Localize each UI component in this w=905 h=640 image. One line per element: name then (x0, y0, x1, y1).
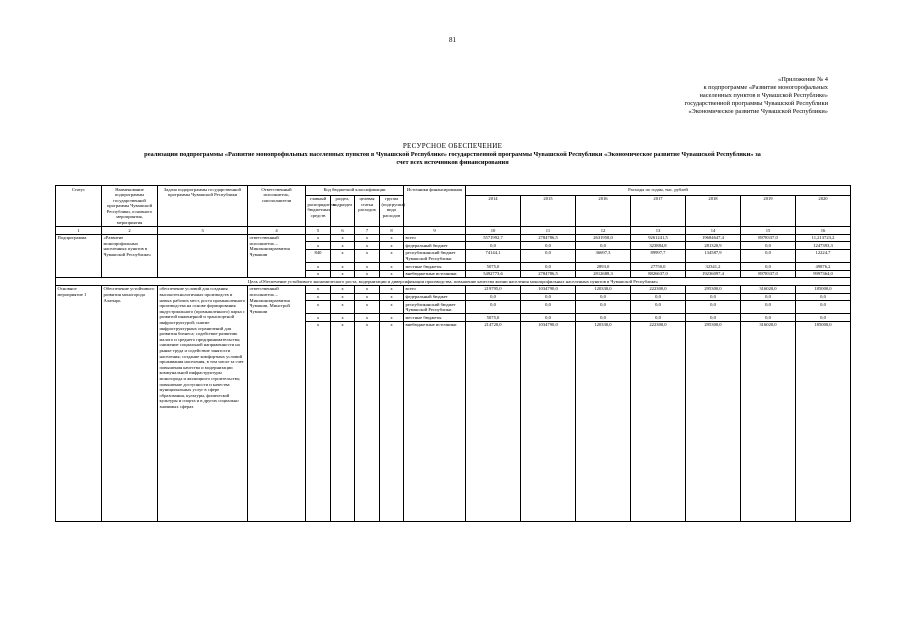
cell-code: x (306, 270, 331, 278)
col-task: Задача подпрограммы государственной программы Чувашской Республики (158, 186, 248, 227)
cell-value: 0,0 (576, 242, 631, 250)
cell-value: 49876,2 (796, 263, 851, 271)
appendix-line: «Приложение № 4 (778, 76, 828, 83)
cell-value: 0,0 (466, 293, 521, 301)
header-row (56, 186, 851, 196)
cell-value: 2784786,5 (521, 270, 576, 278)
table-row (56, 234, 851, 242)
cell-source: всего (404, 285, 466, 293)
cell-source: федеральный бюджет (404, 242, 466, 250)
cell-value: 27750,0 (631, 263, 686, 271)
cell-value: 0,0 (741, 293, 796, 301)
cell-value: 5075,0 (466, 314, 521, 322)
cell-code: x (355, 293, 380, 301)
cell-value: 74144,1 (466, 249, 521, 262)
cell-value: 0,0 (521, 314, 576, 322)
cell-value: 0,0 (686, 293, 741, 301)
col-year: 2015 (521, 195, 576, 226)
column-number: 7 (355, 227, 380, 235)
cell-code: x (331, 234, 355, 242)
cell-code: x (331, 242, 355, 250)
cell-value: 2631958,0 (576, 234, 631, 242)
cell-value: 36697,3 (576, 249, 631, 262)
subprogram-block (56, 234, 851, 278)
cell-code: x (380, 321, 404, 521)
cell-value: 2812688,3 (576, 270, 631, 278)
title-line-1: РЕСУРСНОЕ ОБЕСПЕЧЕНИЕ (402, 142, 503, 150)
cell-code: x (331, 263, 355, 271)
cell-value: 5492773,6 (466, 270, 521, 278)
col-bc2: раздел, подраздел (331, 195, 355, 226)
column-number: 13 (631, 227, 686, 235)
cell-value: 120330,0 (576, 285, 631, 293)
appendix-line: «Экономическое развитие Чувашской Республики» (688, 108, 828, 115)
document-title (55, 142, 850, 168)
cell-source: всего (404, 234, 466, 242)
cell-code: x (331, 285, 355, 293)
cell-code: x (331, 249, 355, 262)
cell-value: 8978337,0 (741, 270, 796, 278)
title-line-2: реализации подпрограммы «Развитие монопрофильных населенных пунктов в Чувашской Республике» государственной программы Чувашской Республики «Экономическое развитие Чувашской Республики» за (144, 150, 761, 158)
cell-value: 2893,0 (576, 263, 631, 271)
cell-value: 32341,2 (686, 263, 741, 271)
column-number: 1 (56, 227, 102, 235)
appendix-note (608, 76, 828, 116)
cell-source: внебюджетные источники (404, 270, 466, 278)
column-number: 10 (466, 227, 521, 235)
cell-value: 11,213723,2 (796, 234, 851, 242)
cell-value: 323884,8 (631, 242, 686, 250)
cell-code: x (380, 285, 404, 293)
cell-value: 1034790,0 (521, 285, 576, 293)
col-year: 2018 (686, 195, 741, 226)
cell-value: 0,0 (466, 301, 521, 314)
cell-value: 0,0 (741, 242, 796, 250)
cell-code: x (306, 285, 331, 293)
column-number: 4 (248, 227, 306, 235)
cell-value: 0,0 (576, 314, 631, 322)
column-number: 15 (741, 227, 796, 235)
col-year: 2017 (631, 195, 686, 226)
cell-value: 222300,0 (631, 321, 686, 521)
cell-value: 12224,7 (796, 249, 851, 262)
column-number: 5 (306, 227, 331, 235)
cell-value: 0,0 (686, 301, 741, 314)
column-numbering-row (56, 227, 851, 235)
col-status: Статус (56, 186, 102, 227)
cell-value: 0,0 (631, 301, 686, 314)
cell-value: 5571992,7 (466, 234, 521, 242)
cell-value: 281320,9 (686, 242, 741, 250)
cell-source: внебюджетные источники (404, 321, 466, 521)
cell-task (158, 234, 248, 278)
cell-value: 19684647,4 (686, 234, 741, 242)
cell-code: x (355, 249, 380, 262)
cell-value: 316020,0 (741, 321, 796, 521)
cell-code: x (306, 242, 331, 250)
page-number: 81 (449, 36, 456, 44)
cell-code: x (355, 242, 380, 250)
col-responsible: Ответственный исполнитель, соисполнители (248, 186, 306, 227)
cell-code: x (355, 321, 380, 521)
cell-value: 0,0 (631, 314, 686, 322)
cell-code: x (331, 321, 355, 521)
cell-value: 0,0 (521, 242, 576, 250)
main-activity-block (56, 285, 851, 521)
cell-value: 0,0 (631, 293, 686, 301)
cell-value: 0,0 (796, 314, 851, 322)
cell-code: x (355, 314, 380, 322)
cell-code: x (331, 293, 355, 301)
cell-code: x (306, 301, 331, 314)
cell-value: 0,0 (741, 301, 796, 314)
appendix-line: к подпрограмме «Развитие моногорофальных (703, 84, 828, 91)
cell-task: обеспечение условий для создания высокотехнологичных производств и новых рабочих мест, роста промышленного производства на основе формирования индустриального (промышленного) парка с развитой инженерной и транспортной инфраструктурой; снятие инфраструктурных ограничений для развития бизнеса; содействие развитию малого и среднего предпринимательства; снижение социальной напряженности на рынке труда и содействие занятости населения; создание комфортных условий проживания населения, в том числе за счет повышения качества и модернизации коммунальной инфраструктуры моногорода и жилищного строительства; повышение доступности и качества муниципальных услуг в сфере образования, культуры, физической культуры и спорта и в других социально значимых сферах (158, 285, 248, 521)
col-source: Источники финансирования (404, 186, 466, 227)
column-number: 2 (102, 227, 158, 235)
cell-value: 316020,0 (741, 285, 796, 293)
cell-source: местные бюджеты (404, 314, 466, 322)
cell-value: 0,0 (576, 293, 631, 301)
column-number: 6 (331, 227, 355, 235)
column-number: 9 (404, 227, 466, 235)
cell-code: x (331, 301, 355, 314)
cell-value: 2784786,5 (521, 234, 576, 242)
cell-value: 219795,0 (466, 285, 521, 293)
cell-value: 0,0 (741, 263, 796, 271)
cell-code: x (355, 270, 380, 278)
col-year: 2019 (741, 195, 796, 226)
cell-code: x (306, 321, 331, 521)
column-number: 8 (380, 227, 404, 235)
column-number: 11 (521, 227, 576, 235)
cell-status: Подпрограмма (56, 234, 102, 278)
cell-value: 0,0 (466, 242, 521, 250)
cell-code: x (331, 270, 355, 278)
column-number: 3 (158, 227, 248, 235)
cell-name: Обеспечение устойчивого развития моногорода Алатырь (102, 285, 158, 521)
cell-value: 0,0 (796, 293, 851, 301)
col-year: 2016 (576, 195, 631, 226)
cell-value: 9261241,5 (631, 234, 686, 242)
cell-value: 5075,0 (466, 263, 521, 271)
cell-code: x (331, 314, 355, 322)
cell-code: x (306, 314, 331, 322)
cell-code: x (380, 234, 404, 242)
cell-value: 9997364,0 (796, 270, 851, 278)
cell-code: x (380, 242, 404, 250)
cell-code: 840 (306, 249, 331, 262)
cell-value: 1034790,0 (521, 321, 576, 521)
cell-responsible: ответственный исполнитель – Минэкономразвития Чувашии, Минстрой Чувашии (248, 285, 306, 521)
resource-table (55, 185, 851, 522)
col-bc1: главный распорядитель бюджетных средств (306, 195, 331, 226)
cell-value: 295300,0 (686, 321, 741, 521)
cell-code: x (355, 234, 380, 242)
col-year: 2014 (466, 195, 521, 226)
cell-value: 214720,0 (466, 321, 521, 521)
cell-value: 1247393,3 (796, 242, 851, 250)
appendix-line: населенных пунктов в Чувашской Республике» (699, 92, 828, 99)
cell-code: x (380, 293, 404, 301)
cell-code: x (306, 263, 331, 271)
cell-code: x (355, 285, 380, 293)
cell-value: 120330,0 (576, 321, 631, 521)
cell-code: x (306, 234, 331, 242)
cell-value: 0,0 (741, 314, 796, 322)
cell-name: «Развитие монопрофильных населенных пунктов в Чувашской Республике» (102, 234, 158, 278)
cell-value: 0,0 (521, 249, 576, 262)
cell-status: Основное мероприятие 1 (56, 285, 102, 521)
cell-code: x (380, 270, 404, 278)
col-budget-code: Код бюджетной классификации (306, 186, 404, 196)
cell-code: x (380, 249, 404, 262)
cell-code: x (380, 263, 404, 271)
cell-value: 185000,0 (796, 285, 851, 293)
cell-code: x (306, 293, 331, 301)
cell-value: 0,0 (686, 314, 741, 322)
cell-value: 8826637,0 (631, 270, 686, 278)
cell-code: x (380, 314, 404, 322)
goal-row (56, 278, 851, 286)
cell-value: 0,0 (576, 301, 631, 314)
cell-value: 134587,9 (686, 249, 741, 262)
cell-code: x (355, 301, 380, 314)
cell-code: x (380, 301, 404, 314)
cell-code: x (355, 263, 380, 271)
cell-value: 295300,0 (686, 285, 741, 293)
cell-value: 8978337,0 (741, 234, 796, 242)
col-name: Наименование подпрограммы государственной программы Чувашской Республики, основного мероприятия, мероприятия (102, 186, 158, 227)
cell-value: 0,0 (741, 249, 796, 262)
cell-value: 222300,0 (631, 285, 686, 293)
cell-value: 0,0 (796, 301, 851, 314)
cell-value: 185000,0 (796, 321, 851, 521)
cell-source: федеральный бюджет (404, 293, 466, 301)
column-number: 16 (796, 227, 851, 235)
cell-value: 89997,7 (631, 249, 686, 262)
table-row (56, 285, 851, 293)
col-expenses: Расходы по годам, тыс. рублей (466, 186, 851, 196)
cell-responsible: ответственный исполнитель – Минэкономразвития Чувашии (248, 234, 306, 278)
goal-text: Цель «Обеспечение устойчивого экономического роста, модернизации и диверсификации производства, повышение качества жизни населения монопрофильных населенных пунктов в Чувашской Республике» (56, 278, 851, 286)
cell-source: местные бюджеты (404, 263, 466, 271)
col-bc4: группа (подгруппа) вида расходов (380, 195, 404, 226)
cell-value: 19236097,4 (686, 270, 741, 278)
cell-value: 0,0 (521, 263, 576, 271)
column-number: 12 (576, 227, 631, 235)
col-bc3: целевая статья расходов (355, 195, 380, 226)
cell-value: 0,0 (521, 293, 576, 301)
col-year: 2020 (796, 195, 851, 226)
appendix-line: государственной программы Чувашской Республики (684, 100, 828, 107)
title-line-3: счет всех источников финансирования (396, 159, 509, 166)
cell-value: 0,0 (521, 301, 576, 314)
column-number: 14 (686, 227, 741, 235)
cell-source: республиканский бюджет Чувашской Республики (404, 249, 466, 262)
cell-source: республиканский бюджет Чувашской Республики (404, 301, 466, 314)
